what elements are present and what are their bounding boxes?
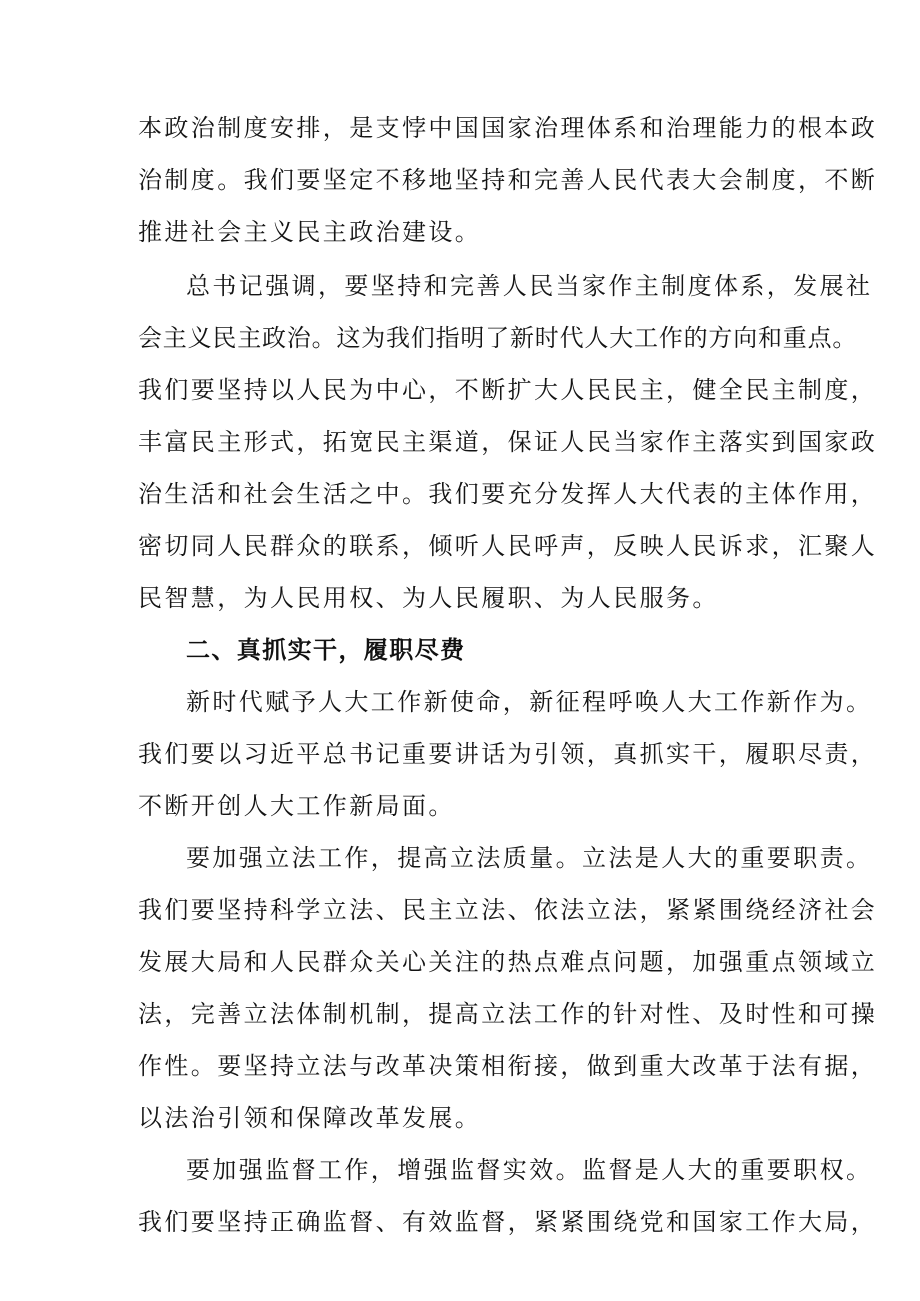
paragraph-text: 密切同人民群众的联系，倾听人民呼声，反映人民诉求，汇聚人	[138, 532, 878, 560]
text-line	[0, 834, 920, 882]
text-line	[0, 574, 920, 622]
paragraph-text: 以法治引领和保障改革发展。	[138, 1104, 482, 1132]
section-heading-text: 二、真抓实干，履职尽费	[186, 636, 466, 664]
paragraph-text: 治生活和社会生活之中。我们要充分发挥人大代表的主体作用，	[138, 480, 878, 508]
paragraph-text: 我们要坚持以人民为中心，不断扩大人民民主，健全民主制度，	[138, 376, 878, 404]
text-line	[0, 522, 920, 570]
text-line	[0, 262, 920, 310]
text-line	[0, 366, 920, 414]
paragraph-text: 民智慧，为人民用权、为人民履职、为人民服务。	[138, 584, 719, 612]
paragraph-text: 推进社会主义民主政治建设。	[138, 218, 482, 246]
section-heading	[0, 626, 920, 674]
paragraph-text: 作性。要坚持立法与改革决策相衔接，做到重大改革于法有据，	[138, 1052, 878, 1080]
text-line	[0, 156, 920, 204]
text-line	[0, 418, 920, 466]
text-line	[0, 782, 920, 830]
paragraph-text: 法，完善立法体制机制，提高立法工作的针对性、及时性和可操	[138, 1000, 878, 1028]
text-line	[0, 730, 920, 778]
paragraph-text: 我们要坚持正确监督、有效监督，紧紧围绕党和国家工作大局，	[138, 1208, 878, 1236]
text-line	[0, 886, 920, 934]
paragraph-text: 不断开创人大工作新局面。	[138, 792, 455, 820]
paragraph-text: 总书记强调，要坚持和完善人民当家作主制度体系，发展社	[186, 272, 873, 300]
text-line	[0, 470, 920, 518]
text-line	[0, 208, 920, 256]
text-line	[0, 1146, 920, 1194]
text-line	[0, 678, 920, 726]
text-line	[0, 938, 920, 986]
paragraph-text: 会主义民主政治。这为我们指明了新时代人大工作的方向和重点。	[138, 324, 858, 352]
text-line	[0, 990, 920, 1038]
text-line	[0, 314, 920, 362]
paragraph-text: 治制度。我们要坚定不移地坚持和完善人民代表大会制度，不断	[138, 166, 878, 194]
paragraph-text: 本政治制度安排，是支悖中国国家治理体系和治理能力的根本政	[138, 114, 878, 142]
paragraph-text: 我们要坚持科学立法、民主立法、依法立法，紧紧围绕经济社会	[138, 896, 878, 924]
paragraph-text: 我们要以习近平总书记重要讲话为引领，真抓实干，履职尽责，	[138, 740, 878, 768]
paragraph-text: 丰富民主形式，拓宽民主渠道，保证人民当家作主落实到国家政	[138, 428, 878, 456]
text-line	[0, 1198, 920, 1246]
paragraph-text: 发展大局和人民群众关心关注的热点难点问题，加强重点领域立	[138, 948, 878, 976]
paragraph-text: 要加强监督工作，增强监督实效。监督是人大的重要职权。	[186, 1156, 873, 1184]
text-line	[0, 1094, 920, 1142]
text-line	[0, 1042, 920, 1090]
paragraph-text: 新时代赋予人大工作新使命，新征程呼唤人大工作新作为。	[186, 688, 873, 716]
paragraph-text: 要加强立法工作，提高立法质量。立法是人大的重要职责。	[186, 844, 873, 872]
text-line	[0, 104, 920, 152]
